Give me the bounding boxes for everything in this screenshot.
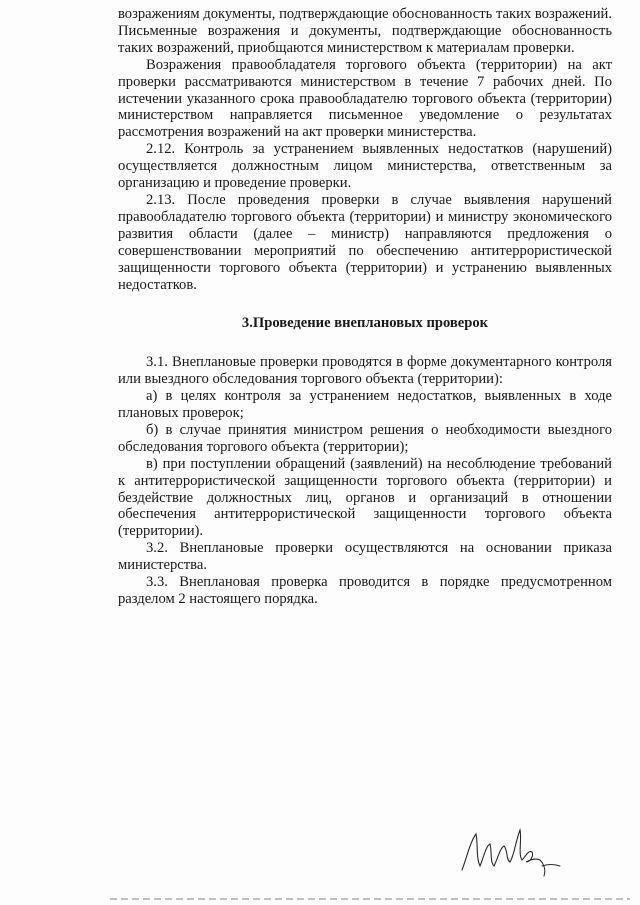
paragraph-objections-review: Возражения правообладателя торгового объекта (территории) на акт проверки рассматриваются министерством в течение 7 рабочих дней. По истечении указанного срока правообладателю торгового объекта (территории) министерством направляется письменное уведомление о результатах рассмотрения возражений на акт проверки министерства. (118, 56, 612, 141)
document-body (118, 6, 612, 608)
paragraph-objections-continued: возражениям документы, подтверждающие обоснованность таких возражений. Письменные возражения и документы, подтверждающие обоснованность таких возражений, приобщаются министерством к материалам проверки. (118, 6, 612, 56)
paragraph-3-1-b: б) в случае принятия министром решения о необходимости выездного обследования торгового объекта (территории); (118, 421, 612, 455)
paragraph-3-3: 3.3. Внеплановая проверка проводится в порядке предусмотренном разделом 2 настоящего порядка. (118, 574, 612, 607)
paragraph-3-2: 3.2. Внеплановые проверки осуществляются на основании приказа министерства. (118, 540, 612, 574)
scan-edge-line (110, 898, 630, 900)
paragraph-3-1-a: а) в целях контроля за устранением недостатков, выявленных в ходе плановых проверок; (118, 388, 612, 422)
paragraph-3-1: 3.1. Внеплановые проверки проводятся в форме документарного контроля или выездного обследования торгового объекта (территории): (118, 354, 612, 388)
section-heading: 3.Проведение внеплановых проверок (241, 315, 489, 332)
paragraph-3-1-c: в) при поступлении обращений (заявлений) на несоблюдение требований к антитеррористической защищенности торгового объекта (территории) и бездействие должностных лиц, органов и организаций в отношении обеспечения антитеррористической защищенности торгового объекта (территории). (118, 455, 612, 540)
paragraph-2-12: 2.12. Контроль за устранением выявленных недостатков (нарушений) осуществляется должностным лицом министерства, ответственным за организацию и проведение проверки. (118, 141, 612, 192)
paragraph-2-13: 2.13. После проведения проверки в случае выявления нарушений правообладателю торгового объекта (территории) и министру экономического развития области (далее – министр) направляются предложения о совершенствовании мероприятий по обеспечению антитеррористической защищенности торгового объекта (территории) и устранению выявленных недостатков. (118, 191, 612, 293)
handwritten-signature (456, 820, 566, 880)
